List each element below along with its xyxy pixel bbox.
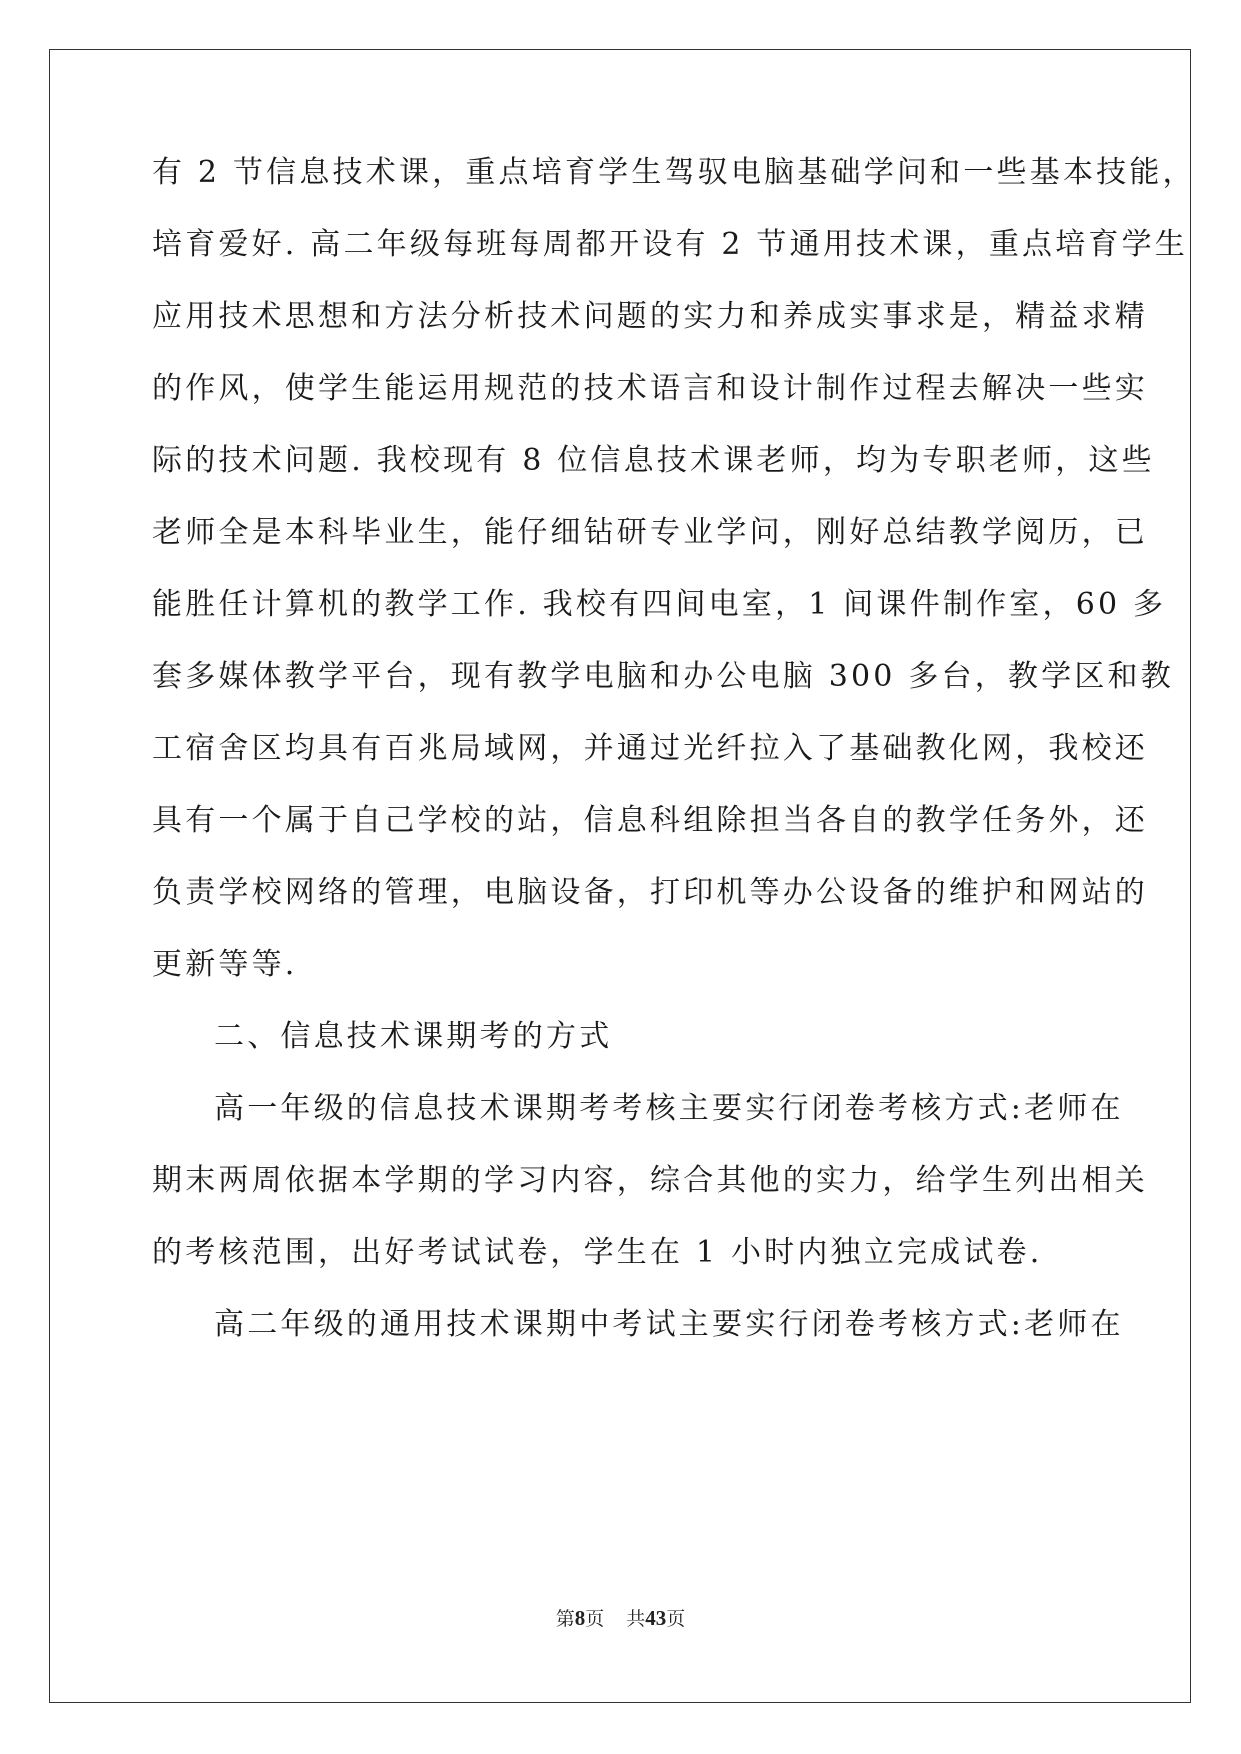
footer-page-prefix: 第 [555, 1608, 575, 1630]
footer-page-number: 8 [574, 1606, 586, 1630]
footer-total-pages: 43 [645, 1606, 667, 1630]
section-heading: 二、信息技术课期考的方式 [214, 1019, 613, 1054]
body-line: 工宿舍区均具有百兆局域网，并通过光纤拉入了基础教化网，我校还 [152, 731, 1148, 766]
footer-total-prefix: 共 [626, 1608, 646, 1630]
body-line: 负责学校网络的管理，电脑设备，打印机等办公设备的维护和网站的 [152, 875, 1148, 910]
paragraph-line: 高一年级的信息技术课期考考核主要实行闭卷考核方式:老师在 [214, 1091, 1124, 1126]
body-line: 培育爱好. 高二年级每班每周都开设有 2 节通用技术课，重点培育学生 [152, 227, 1189, 262]
body-line: 应用技术思想和方法分析技术问题的实力和养成实事求是，精益求精 [152, 299, 1148, 334]
paragraph-line: 期末两周依据本学期的学习内容，综合其他的实力，给学生列出相关 [152, 1163, 1148, 1198]
body-line: 有 2 节信息技术课，重点培育学生驾驭电脑基础学问和一些基本技能， [152, 155, 1196, 190]
body-line: 际的技术问题. 我校现有 8 位信息技术课老师，均为专职老师，这些 [152, 443, 1155, 478]
paragraph-line: 高二年级的通用技术课期中考试主要实行闭卷考核方式:老师在 [214, 1307, 1124, 1342]
page-footer [0, 1606, 1241, 1631]
body-line: 套多媒体教学平台，现有教学电脑和办公电脑 300 多台，教学区和教 [152, 659, 1174, 694]
footer-total-suffix: 页 [666, 1608, 686, 1630]
body-line: 能胜任计算机的教学工作. 我校有四间电室，1 间课件制作室，60 多 [152, 587, 1167, 622]
body-line: 的作风，使学生能运用规范的技术语言和设计制作过程去解决一些实 [152, 371, 1148, 406]
body-line: 具有一个属于自己学校的站，信息科组除担当各自的教学任务外，还 [152, 803, 1148, 838]
body-line: 老师全是本科毕业生，能仔细钻研专业学问，刚好总结教学阅历，已 [152, 515, 1148, 550]
paragraph-line: 的考核范围，出好考试试卷，学生在 1 小时内独立完成试卷. [152, 1235, 1043, 1270]
body-line: 更新等等. [152, 947, 298, 982]
footer-page-suffix: 页 [585, 1608, 605, 1630]
